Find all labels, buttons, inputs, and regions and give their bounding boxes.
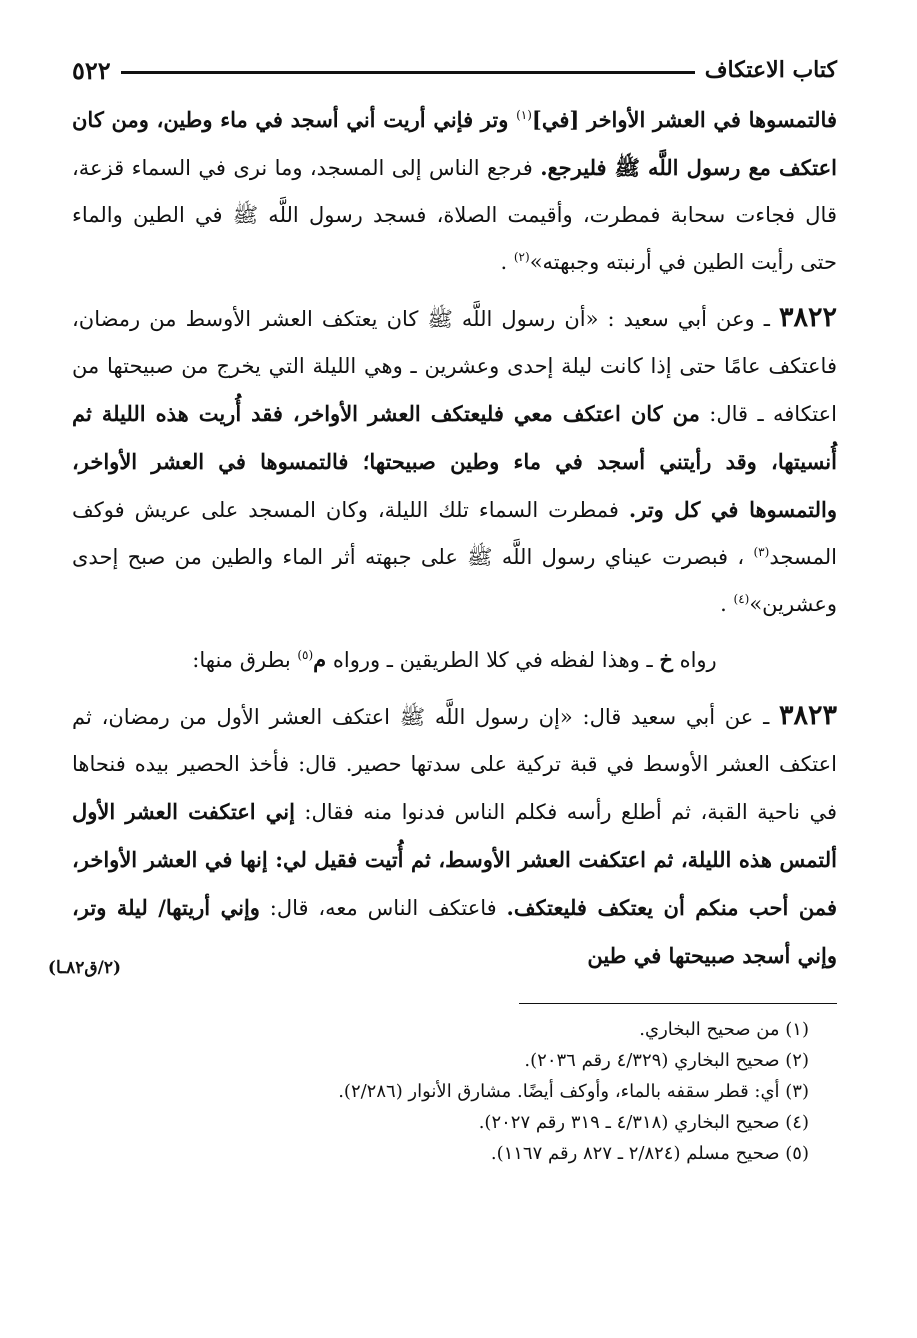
narration-text: ـ وهذا لفظه في كلا الطريقين ـ ورواه [326,648,660,672]
narration-text: بطرق منها: [192,648,298,672]
footnote: (٣) أي: قطر سقفه بالماء، وأوكف أيضًا. مشارق الأنوار (٢/٢٨٦). [338,1081,809,1102]
hadith-3823 [72,692,837,980]
footnote-ref: (٥) [297,648,314,662]
narration-text: ـ عن أبي سعيد قال: «إن رسول اللَّه ﷺ اعتكف العشر الأول من رمضان، ثم اعتكف العشر الأوسط في قبة تركية على سدتها حصير. قال: فأخذ الحصير بيده فنحاها في ناحية القبة، ثم أطلع رأسه فكلم الناس فدنوا منه فقال: [72,705,837,824]
narration-text: . [500,250,514,274]
footnote-ref: (٣) [753,545,770,559]
narration-text: ـ وعن أبي سعيد : «أن رسول اللَّه ﷺ كان يعتكف العشر الأوسط من رمضان، فاعتكف عامًا حتى إذا كانت ليلة إحدى وعشرين ـ وهي الليلة التي يخرج من صبيحتها من اعتكافه ـ قال: [72,307,837,426]
footnote-ref: (١) [516,108,532,122]
narration-text: ، فبصرت عيناي رسول اللَّه ﷺ على جبهته أثر الماء والطين من صبح إحدى وعشرين» [72,545,837,616]
footnote-divider [519,1003,837,1004]
narration-text: فمطرت السماء تلك الليلة، وكان المسجد على عريش فوكف المسجد [72,498,837,569]
footnote: (٥) صحيح مسلم (٢/٨٢٤ ـ ٨٢٧ رقم ١١٦٧). [490,1143,809,1164]
footnote: (١) من صحيح البخاري. [639,1019,809,1040]
prophet-quote: وتر فإني أريت أني أسجد في ماء وطين، ومن كان اعتكف مع رسول اللَّه ﷺ فليرجع. [72,107,837,180]
main-text [72,96,837,980]
footnote-ref: (٢) [513,250,530,264]
narration-text: فاعتكف الناس معه، قال: [259,896,507,920]
prophet-quote: من كان اعتكف معي فليعتكف العشر الأواخر، فقد أُريت هذه الليلة ثم أُنسيتها، وقد رأيتني أسجد في ماء وطين صبيحتها؛ فالتمسوها في العشر الأواخر، والتمسوها في كل وتر. [72,401,837,522]
footnotes [72,1014,809,1169]
footnote: (٢) صحيح البخاري (٤/٣٢٩ رقم ٢٠٣٦). [524,1050,809,1071]
manuscript-margin-note: (٢/ق٨٢ـا) [47,958,121,978]
footnote: (٤) صحيح البخاري (٤/٣١٨ ـ ٣١٩ رقم ٢٠٢٧). [478,1112,809,1133]
footnote-ref: (٤) [733,592,750,606]
narration-text: فرجع الناس إلى المسجد، وما نرى في السماء قزعة، قال فجاءت سحابة فمطرت، وأقيمت الصلاة، فسجد رسول اللَّه ﷺ في الطين والماء حتى رأيت الطين في أرنبته وجبهته» [72,156,837,274]
source-abbrev-bukhari: خ [659,647,673,672]
prophet-quote: فالتمسوها في العشر الأواخر [في] [531,107,837,132]
page-header [72,52,837,88]
narration-text: . [720,592,734,616]
hadith-number: ٣٨٢٣ [778,700,837,731]
hadith-number: ٣٨٢٢ [778,302,837,333]
page-number: ٥٢٢ [72,55,111,85]
narration-text: رواه [672,648,717,672]
prophet-quote: إني اعتكفت العشر الأول ألتمس هذه الليلة، ثم اعتكفت العشر الأوسط، ثم أُتيت فقيل لي: إنها في العشر الأواخر، فمن أحب منكم أن يعتكف فليعتكف. [72,799,837,920]
header-rule [121,71,695,74]
source-abbrev-muslim: م [313,647,327,672]
hadith-3822 [72,294,837,628]
source-line [72,636,837,684]
paragraph-continuation [72,96,837,286]
prophet-quote: وإني أريتها/ ليلة وتر، وإني أسجد صبيحتها في طين [72,895,837,968]
running-title: كتاب الاعتكاف [704,57,837,83]
